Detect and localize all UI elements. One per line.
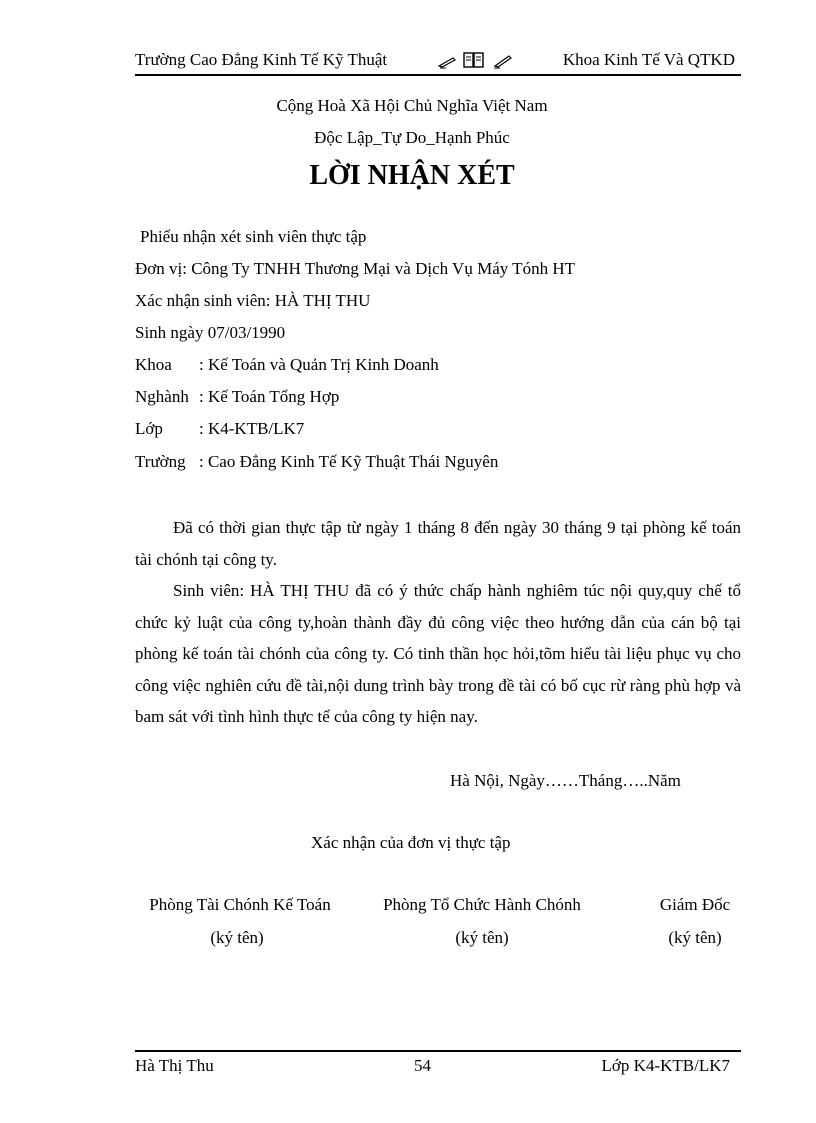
school-row [135, 452, 498, 472]
signature-dept: Phòng Tài Chónh Kế Toán [149, 895, 331, 914]
class-label: Lớp [135, 419, 163, 438]
page-title: LỜI NHẬN XÉT [309, 160, 515, 191]
footer-left: Hà Thị Thu [135, 1056, 214, 1075]
class-value: : K4-KTB/LK7 [199, 419, 305, 438]
major-row [135, 387, 339, 407]
faculty-value: : Kế Toán và Quản Trị Kinh Doanh [199, 355, 439, 374]
signature-sign: (ký tên) [668, 928, 722, 947]
signature-finance [128, 895, 352, 948]
class-row [135, 419, 304, 439]
signature-director [640, 895, 750, 948]
book-quill-ornament-icon [437, 49, 513, 76]
student-row [135, 291, 370, 311]
signature-dept: Phòng Tổ Chức Hành Chónh [383, 895, 581, 914]
student-value: HÀ THỊ THU [274, 291, 371, 310]
form-heading: Phiếu nhận xét sinh viên thực tập [140, 227, 367, 246]
footer-rule [135, 1050, 741, 1052]
page-number: 54 [414, 1056, 431, 1075]
header-left: Trường Cao Đẳng Kinh Tế Kỹ Thuật [135, 50, 388, 69]
signature-admin [362, 895, 602, 948]
body-text [135, 512, 741, 733]
date-line: Hà Nội, Ngày……Tháng…..Năm [450, 771, 681, 790]
signature-sign: (ký tên) [210, 928, 264, 947]
footer-right: Lớp K4-KTB/LK7 [601, 1056, 730, 1075]
signature-dept: Giám Đốc [659, 895, 731, 914]
major-label: Nghành [135, 387, 189, 406]
body-paragraph-2: Sinh viên: HÀ THỊ THU đã có ý thức chấp hành nghiêm túc nội quy,quy chế tổ chức kỷ luật của công ty,hoàn thành đầy đủ công việc theo hướng dẫn của cán bộ tại phòng kế toán tài chónh của công ty. Có tinh thần học hỏi,tõm hiểu tài liệu phục vụ cho công việc nghiên cứu đề tài,nội dung trình bày trong đề tài có bố cục rừ ràng phù hợp và bam sát với tình hình thực tế của công ty hiện nay. [135, 581, 741, 726]
unit-label: Đơn vị: [135, 259, 187, 278]
faculty-row [135, 355, 439, 375]
faculty-label: Khoa [135, 355, 172, 374]
confirm-heading: Xác nhận của đơn vị thực tập [311, 833, 511, 852]
signature-sign: (ký tên) [455, 928, 509, 947]
major-value: : Kế Toán Tổng Hợp [199, 387, 340, 406]
unit-value: Công Ty TNHH Thương Mại và Dịch Vụ Máy Tónh HT [191, 259, 575, 278]
school-label: Trường [135, 452, 186, 471]
motto-line-1: Cộng Hoà Xã Hội Chủ Nghĩa Việt Nam [276, 96, 548, 115]
birth-row: Sinh ngày 07/03/1990 [135, 323, 286, 342]
unit-row [135, 259, 575, 279]
header-rule [135, 74, 741, 76]
motto-line-2: Độc Lập_Tự Do_Hạnh Phúc [314, 128, 510, 147]
body-paragraph-1: Đã có thời gian thực tập từ ngày 1 tháng 8 đến ngày 30 tháng 9 tại phòng kế toán tài chónh tại công ty. [135, 518, 741, 569]
school-value: : Cao Đẳng Kinh Tế Kỹ Thuật Thái Nguyên [199, 452, 499, 471]
student-label: Xác nhận sinh viên: [135, 291, 271, 310]
header-right: Khoa Kinh Tế Và QTKD [562, 50, 735, 69]
